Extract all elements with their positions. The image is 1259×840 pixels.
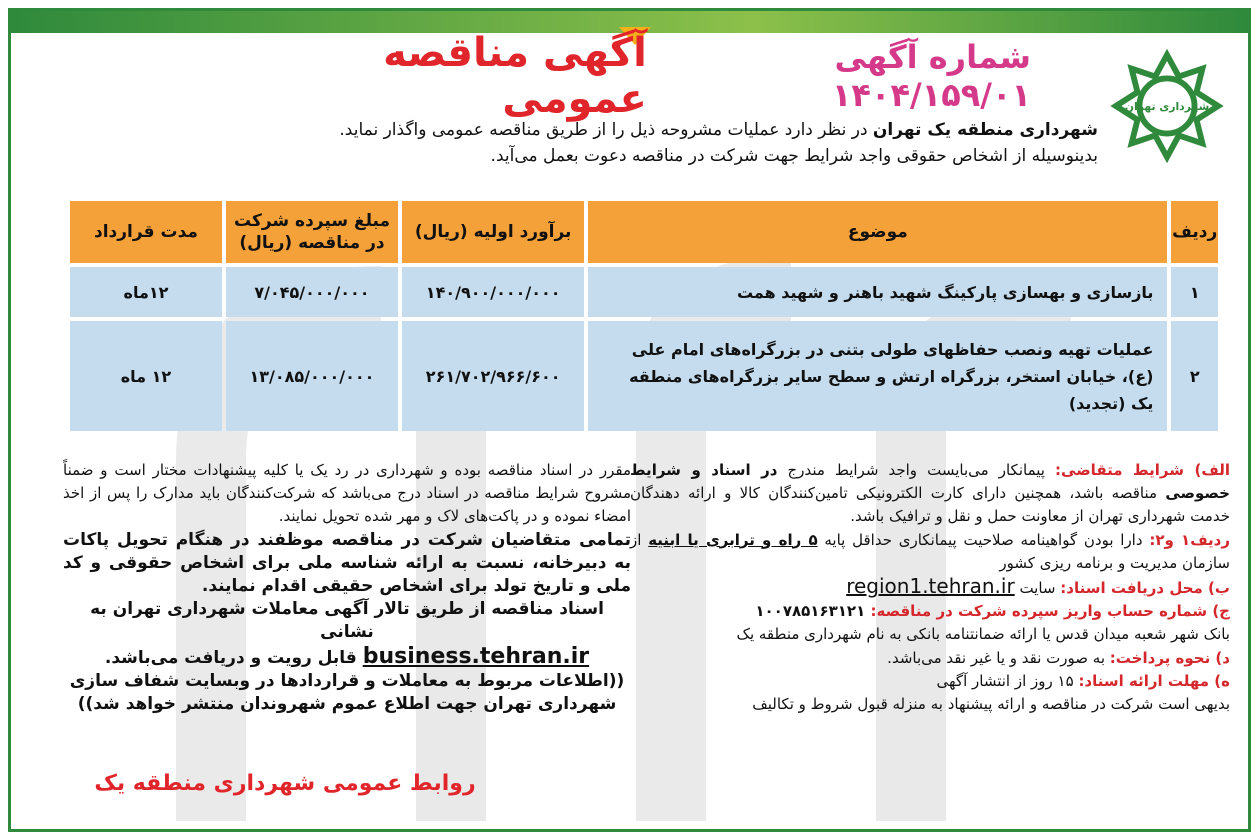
condition-d-label: د) نحوه پرداخت: — [1109, 648, 1230, 667]
condition-a-text: پیمانکار می‌بایست واجد شرایط مندرج — [777, 461, 1056, 479]
condition-a — [630, 459, 1230, 529]
condition-e-text: ۱۵ روز از انتشار آگهی — [936, 671, 1079, 690]
notes-column — [63, 459, 631, 716]
intro-line2: بدینوسیله از اشخاص حقوقی واجد شرایط جهت شرکت در مناقصه دعوت بعمل می‌آید. — [490, 146, 1098, 166]
business-site-link[interactable]: business.tehran.ir — [362, 643, 590, 669]
table-row — [70, 267, 1218, 317]
condition-c — [630, 600, 1230, 623]
condition-rows-bold: ۵ راه و ترابری یا ابنیه — [648, 530, 818, 549]
table-row — [70, 321, 1218, 431]
condition-c-bank: بانک شهر شعبه میدان قدس یا ارائه ضمانتنامه بانکی به نام شهرداری منطقه یک — [736, 625, 1230, 644]
title-row — [271, 30, 1031, 122]
notice-frame — [8, 8, 1251, 832]
condition-b — [630, 575, 1230, 600]
notice-title: آگهی مناقصه عمومی — [383, 30, 647, 122]
condition-a-label: الف) شرایط متقاضی: — [1055, 461, 1230, 479]
tehran-municipality-logo-icon — [1108, 47, 1226, 165]
header-deposit: مبلغ سپرده شرکت در مناقصه (ریال) — [226, 201, 398, 263]
row-estimate: ۲۶۱/۷۰۲/۹۶۶/۶۰۰ — [402, 321, 584, 431]
condition-d-text: به صورت نقد و یا غیر نقد می‌باشد. — [887, 648, 1110, 667]
note-p3-line2 — [63, 645, 631, 670]
condition-rows — [630, 529, 1230, 575]
condition-rows-text: دارا بودن گواهینامه صلاحیت پیمانکاری حداقل پایه — [817, 530, 1150, 549]
header-estimate: برآورد اولیه (ریال) — [402, 201, 584, 263]
documents-site-link[interactable]: region1.tehran.ir — [846, 574, 1015, 599]
row-estimate: ۱۴۰/۹۰۰/۰۰۰/۰۰۰ — [402, 267, 584, 317]
condition-rows-text-2: از سازمان مدیریت و برنامه ریزی کشور — [630, 530, 1230, 572]
table-header-row — [70, 201, 1218, 263]
account-number: ۱۰۰۷۸۵۱۶۳۱۲۱ — [755, 602, 871, 621]
row-no: ۱ — [1171, 267, 1218, 317]
condition-e — [630, 670, 1230, 693]
note-p3-text: اسناد مناقصه از طریق تالار آگهی معاملات شهرداری تهران به نشانی — [90, 599, 604, 643]
intro-text — [138, 117, 1098, 169]
condition-e-label: ه) مهلت ارائه اسناد: — [1078, 671, 1230, 690]
notice-number: شماره آگهی ۱۴۰۴/۱۵۹/۰۱ — [831, 38, 1031, 114]
row-subject: بازسازی و بهسازی پارکینگ شهید باهنر و شهید همت — [588, 267, 1167, 317]
note-p1: مقرر در اسناد مناقصه بوده و شهرداری در رد یک یا کلیه پیشنهادات مختار است و ضمناً مشروح شرایط مناقصه در اسناد درج می‌باشد که شرکت‌کنندگان باید مدارک را پس از اخذ امضاء نموده و در پاکت‌های لاک و مهر شده تحویل نمایند. — [63, 461, 631, 526]
intro-line1: در نظر دارد عملیات مشروحه ذیل را از طریق مناقصه عمومی واگذار نماید. — [339, 120, 873, 140]
row-duration: ۱۲ماه — [70, 267, 222, 317]
header-duration: مدت قرارداد — [70, 201, 222, 263]
row-no: ۲ — [1171, 321, 1218, 431]
row-subject: عملیات تهیه ونصب حفاظهای طولی بتنی در بزرگراه‌های امام علی (ع)، خیابان استخر، بزرگراه ارتش و سطح سایر بزرگراه‌های منطقه یک (تجدید) — [588, 321, 1167, 431]
condition-b-text: سایت — [1014, 579, 1061, 598]
condition-final: بدیهی است شرکت در مناقصه و ارائه پیشنهاد به منزله قبول شروط و تکالیف — [752, 695, 1230, 714]
row-deposit: ۷/۰۴۵/۰۰۰/۰۰۰ — [226, 267, 398, 317]
condition-rows-label: ردیف۱ و۲: — [1149, 530, 1231, 549]
note-p3-rest: قابل رویت و دریافت می‌باشد. — [104, 647, 363, 668]
header-no: ردیف — [1171, 201, 1218, 263]
tender-table — [66, 197, 1222, 435]
row-duration: ۱۲ ماه — [70, 321, 222, 431]
condition-a-bold: در اسناد و شرایط خصوصی — [630, 461, 1230, 503]
note-p4: ((اطلاعات مربوط به معاملات و قراردادها در وبسایت شفاف سازی شهرداری تهران جهت اطلاع عموم شهروندان منتشر خواهد شد)) — [69, 670, 625, 715]
header-subject: موضوع — [588, 201, 1167, 263]
intro-org: شهرداری منطقه یک تهران — [872, 120, 1098, 140]
condition-d — [630, 647, 1230, 670]
conditions-column — [630, 459, 1230, 716]
condition-a-text-2: مناقصه باشد، همچنین دارای کارت الکترونیکی تامین‌کنندگان کالا و ارائه دهندگان خدمت شهرداری تهران از معاونت حمل و نقل و ترافیک باشد. — [630, 484, 1230, 526]
note-p3 — [63, 598, 631, 644]
note-p2: تمامی متقاضیان شرکت در مناقصه موظفند در هنگام تحویل پاکات به دبیرخانه، نسبت به ارائه شناسه ملی برای اشخاص حقوقی و کد ملی و تاریخ تولد برای اشخاص حقیقی اقدام نمایند. — [63, 529, 631, 597]
condition-b-label: ب) محل دریافت اسناد: — [1060, 579, 1230, 598]
logo-text: شهرداری تهران — [1124, 99, 1210, 113]
condition-c-label: ج) شماره حساب واریز سپرده شرکت در مناقصه: — [870, 602, 1230, 621]
row-deposit: ۱۳/۰۸۵/۰۰۰/۰۰۰ — [226, 321, 398, 431]
public-relations-signature: روابط عمومی شهرداری منطقه یک — [94, 771, 476, 796]
